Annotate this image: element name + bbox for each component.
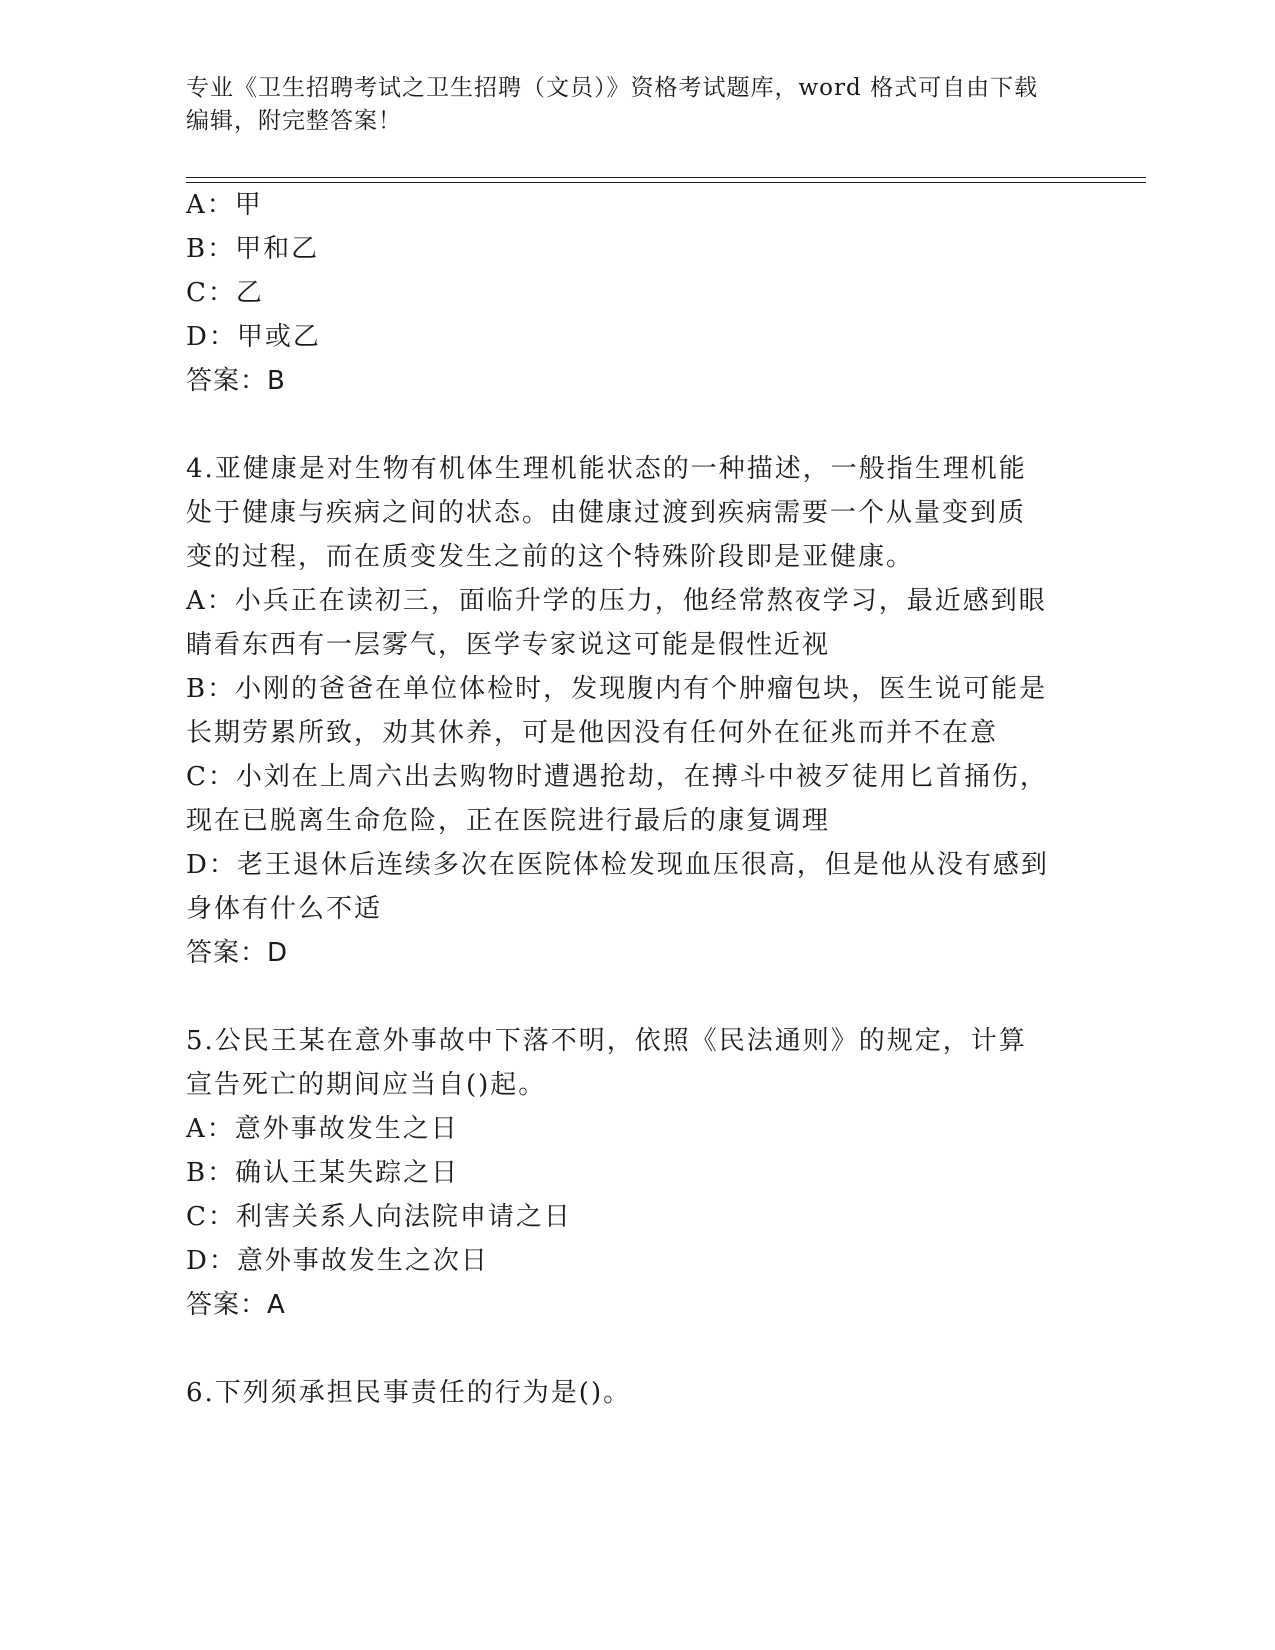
q4-option-c-line-2: 现在已脱离生命危险，正在医院进行最后的康复调理: [186, 806, 831, 836]
q4-stem-line-2: 处于健康与疾病之间的状态。由健康过渡到疾病需要一个从量变到质: [186, 498, 1027, 528]
q3-option-d: D：甲或乙: [186, 322, 321, 352]
q4-option-b-line-1: B：小刚的爸爸在单位体检时，发现腹内有个肿瘤包块，医生说可能是: [186, 674, 1048, 704]
q4-stem-line-3: 变的过程，而在质变发生之前的这个特殊阶段即是亚健康。: [186, 542, 915, 572]
q5-answer: 答案：A: [186, 1290, 286, 1320]
q3-option-c: C：乙: [186, 278, 264, 308]
q5-option-d: D：意外事故发生之次日: [186, 1246, 489, 1276]
q4-option-d-line-1: D：老王退休后连续多次在医院体检发现血压很高，但是他从没有感到: [186, 850, 1049, 880]
q3-option-a: A：甲: [186, 190, 263, 220]
header-divider-top: [186, 177, 1146, 178]
header-line-2: 编辑，附完整答案！: [186, 108, 402, 134]
q4-answer: 答案：D: [186, 938, 289, 968]
q5-stem-line-1: 5.公民王某在意外事故中下落不明，依照《民法通则》的规定，计算: [186, 1026, 1027, 1056]
q5-option-a: A：意外事故发生之日: [186, 1114, 459, 1144]
q4-stem-line-1: 4.亚健康是对生物有机体生理机能状态的一种描述，一般指生理机能: [186, 454, 1027, 484]
q5-stem-line-2: 宣告死亡的期间应当自()起。: [186, 1070, 547, 1100]
q5-option-b: B：确认王某失踪之日: [186, 1158, 460, 1188]
q5-option-c: C：利害关系人向法院申请之日: [186, 1202, 572, 1232]
header-line-1: 专业《卫生招聘考试之卫生招聘（文员）》资格考试题库，word 格式可自由下载: [186, 75, 1039, 101]
q3-answer: 答案：B: [186, 366, 286, 396]
q4-option-c-line-1: C：小刘在上周六出去购物时遭遇抢劫，在搏斗中被歹徒用匕首捅伤，: [186, 762, 1048, 792]
document-header: [186, 72, 1086, 138]
q4-option-a-line-2: 睛看东西有一层雾气，医学专家说这可能是假性近视: [186, 630, 831, 660]
header-divider-bottom: [186, 182, 1146, 183]
q6-stem-line-1: 6.下列须承担民事责任的行为是()。: [186, 1378, 632, 1408]
q3-option-b: B：甲和乙: [186, 234, 320, 264]
q4-option-a-line-1: A：小兵正在读初三，面临升学的压力，他经常熬夜学习，最近感到眼: [186, 586, 1047, 616]
q4-option-d-line-2: 身体有什么不适: [186, 894, 383, 924]
q4-option-b-line-2: 长期劳累所致，劝其休养，可是他因没有任何外在征兆而并不在意: [186, 718, 999, 748]
